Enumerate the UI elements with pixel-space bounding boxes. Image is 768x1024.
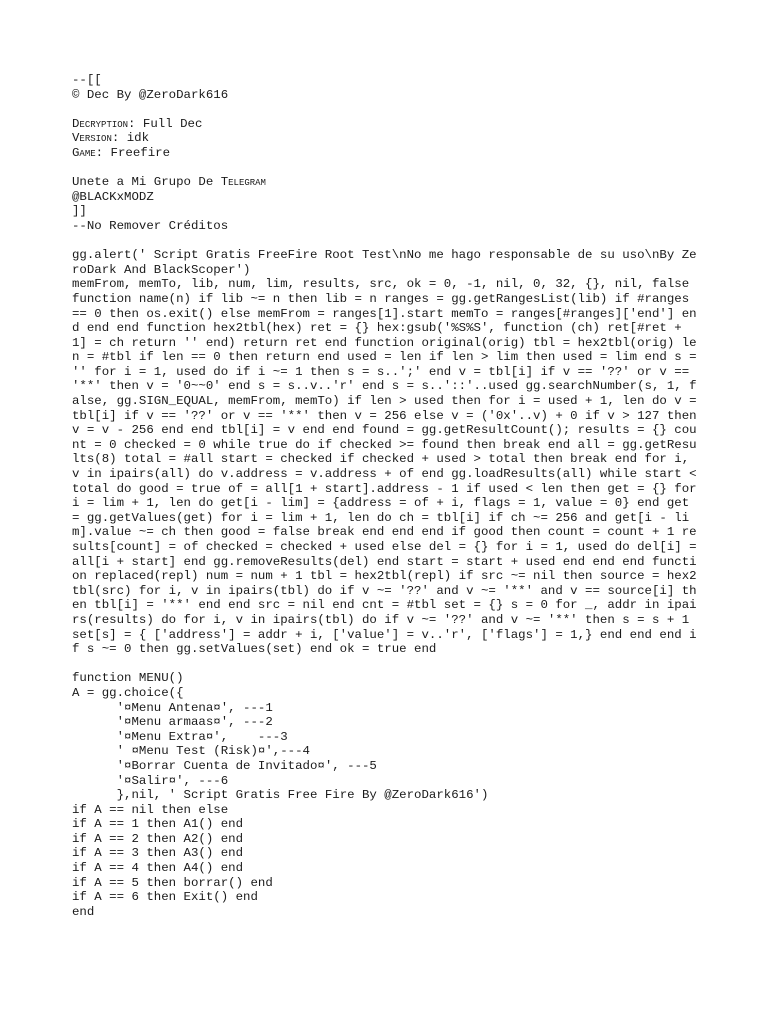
decryption-value: Full Dec bbox=[135, 116, 203, 131]
game-value: Freefire bbox=[103, 145, 170, 160]
spacer bbox=[72, 102, 702, 117]
code-line: if A == 6 then Exit() end bbox=[72, 890, 258, 905]
code-line: A = gg.choice({ bbox=[72, 685, 184, 700]
code-line: '¤Menu armaas¤', ---2 bbox=[72, 715, 273, 730]
code-line: },nil, ' Script Gratis Free Fire By @ZeroDark616') bbox=[72, 788, 489, 803]
handle-line: @BLACKxMODZ bbox=[72, 189, 154, 204]
code-line: if A == 4 then A4() end bbox=[72, 861, 244, 876]
code-line: if A == 3 then A3() end bbox=[72, 846, 244, 861]
no-remove-line: --No Remover Créditos bbox=[72, 218, 229, 233]
main-code-block: memFrom, memTo, lib, num, lim, results, src, ok = 0, -1, nil, 0, 32, {}, nil, false function name(n) if lib ~= n then lib = n ranges = gg.getRangesList(lib) if #ranges == 0 then os.exit() else memFrom = ranges[1].start memTo = ranges[#ranges]['end'] end end end function hex2tbl(hex) ret = {} hex:gsub('%S%S', function (ch) ret[#ret + 1] = ch return '' end) return ret end function original(orig) tbl = hex2tbl(orig) len = #tbl if len == 0 then return end used = len if len > lim then used = lim end s = '' for i = 1, used do if i ~= 1 then s = s..';' end v = tbl[i] if v == '??' or v == '**' then v = '0~~0' end s = s..v..'r' end s = s..'::'..used gg.searchNumber(s, 1, false, gg.SIGN_EQUAL, memFrom, memTo) if len > used then for i = used + 1, len do v = tbl[i] if v == '??' or v == '**' then v = 256 else v = ('0x'..v) + 0 if v > 127 then v = v - 256 end end tbl[i] = v end end found = gg.getResultCount(); results = {} count = 0 checked = 0 while true do if checked >= found then break end all = gg.getResults(8) total = #all start = checked if checked + used > total then break end for i, v in ipairs(all) do v.address = v.address + of end gg.loadResults(all) while start < total do good = true of = all[1 + start].address - 1 if used < len then get = {} for i = lim + 1, len do get[i - lim] = {address = of + i, flags = 1, value = 0} end get = gg.getValues(get) for i = lim + 1, len do ch = tbl[i] if ch ~= 256 and get[i - lim].value ~= ch then good = false break end end end if good then count = count + 1 results[count] = of checked = checked + used else del = {} for i = 1, used do del[i] = all[i + start] end gg.removeResults(del) end start = start + used end end end function replaced(repl) num = num + 1 tbl = hex2tbl(repl) if src ~= nil then source = hex2tbl(src) for i, v in ipairs(tbl) do if v ~= '??' and v ~= '**' and v == source[i] then tbl[i] = '**' end end src = nil end cnt = #tbl set = {} s = 0 for _, addr in ipairs(results) do for i, v in ipairs(tbl) do if v ~= '??' and v ~= '**' then s = s + 1 set[s] = { ['address'] = addr + i, ['value'] = v..'r', ['flags'] = 1,} end end end if s ~= 0 then gg.setValues(set) end ok = true end bbox=[72, 277, 705, 657]
menu-code-block bbox=[72, 671, 702, 919]
group-telegram: Telegram bbox=[220, 175, 266, 190]
code-line: function MENU() bbox=[72, 671, 184, 686]
version-value: idk bbox=[119, 131, 150, 146]
code-line: '¤Menu Antena¤', ---1 bbox=[72, 700, 273, 715]
code-line: '¤Salir¤', ---6 bbox=[72, 773, 229, 788]
spacer bbox=[72, 161, 702, 176]
version-label: Version: bbox=[72, 131, 120, 146]
version-line bbox=[72, 131, 702, 146]
copyright-line: © Dec By @ZeroDark616 bbox=[72, 87, 229, 102]
document-page bbox=[72, 73, 705, 919]
code-line: end bbox=[72, 904, 95, 919]
code-line: if A == 1 then A1() end bbox=[72, 817, 244, 832]
group-text: Unete a Mi Grupo De bbox=[72, 175, 221, 190]
code-line: if A == 5 then borrar() end bbox=[72, 875, 273, 890]
code-line: '¤Menu Extra¤', ---3 bbox=[72, 729, 288, 744]
code-line: '¤Borrar Cuenta de Invitado¤', ---5 bbox=[72, 758, 377, 773]
decryption-line bbox=[72, 117, 702, 132]
spacer bbox=[72, 657, 702, 672]
game-label: Game: bbox=[72, 145, 104, 160]
group-line bbox=[72, 175, 702, 190]
comment-close: ]] bbox=[72, 204, 87, 219]
alert-code: gg.alert(' Script Gratis FreeFire Root Test\nNo me hago responsable de su uso\nBy ZeroDark And BlackScoper') bbox=[72, 248, 697, 277]
spacer bbox=[72, 234, 702, 249]
code-line: ' ¤Menu Test (Risk)¤',---4 bbox=[72, 744, 310, 759]
code-line: if A == 2 then A2() end bbox=[72, 831, 244, 846]
code-line: if A == nil then else bbox=[72, 802, 229, 817]
game-line bbox=[72, 146, 702, 161]
comment-open: --[[ bbox=[72, 73, 102, 87]
decryption-label: Decryption: bbox=[72, 116, 136, 131]
